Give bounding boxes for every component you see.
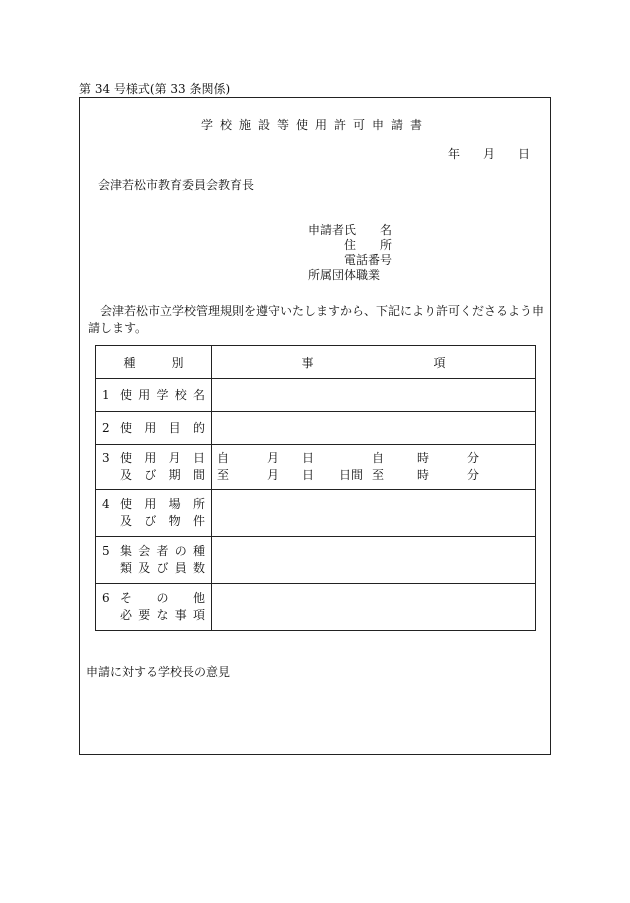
label-char: そ xyxy=(120,591,133,605)
label-char: 使 xyxy=(120,497,133,511)
table-row xyxy=(96,379,536,412)
label-char: 目 xyxy=(168,420,181,435)
label-char: 類 xyxy=(120,561,133,575)
label-char: び xyxy=(144,468,157,482)
row-number: 4 xyxy=(102,497,110,511)
attendees-field[interactable] xyxy=(212,537,536,584)
addressee: 会津若松市教育委員会教育長 xyxy=(98,178,255,192)
label-char: 間 xyxy=(192,468,205,482)
label-char: の xyxy=(174,544,187,558)
form-number: 第 34 号様式(第 33 条関係) xyxy=(79,82,231,96)
row-label-text xyxy=(120,496,211,513)
label-char: 者 xyxy=(156,544,169,558)
date-month-label: 月 xyxy=(483,147,496,161)
row-label-location xyxy=(96,490,212,537)
applicant-affiliation-label: 所属団体職業 xyxy=(308,268,381,282)
label-char: 必 xyxy=(120,608,133,622)
row-label-other xyxy=(96,584,212,631)
row-label-text xyxy=(120,420,211,437)
row-number: 3 xyxy=(102,451,110,465)
label-char: 他 xyxy=(192,591,205,605)
label-char: 項 xyxy=(192,608,205,622)
row-number: 5 xyxy=(102,544,110,558)
label-char: 名 xyxy=(192,387,205,402)
label-char: 種 xyxy=(192,544,205,558)
table-header-row xyxy=(96,346,536,379)
label-char: び xyxy=(144,514,157,528)
table-row xyxy=(96,537,536,584)
label-char: 月 xyxy=(168,451,181,465)
label-char: 物 xyxy=(168,514,181,528)
label-char: 及 xyxy=(120,514,133,528)
from-hour-label: 時 xyxy=(417,451,430,465)
application-statement: 会津若松市立学校管理規則を遵守いたしますから、下記により許可くださるよう申請します。 xyxy=(88,304,545,335)
table-row xyxy=(96,490,536,537)
row-number: 1 xyxy=(102,387,110,402)
row-number: 2 xyxy=(102,420,110,435)
from-time-label: 自 xyxy=(372,451,385,465)
principal-opinion-label: 申請に対する学校長の意見 xyxy=(86,665,231,679)
date-from-line xyxy=(217,450,535,467)
label-char: な xyxy=(156,608,169,622)
table-row xyxy=(96,584,536,631)
label-char: 使 xyxy=(120,451,133,465)
row-label-text xyxy=(120,560,211,577)
to-time-label: 至 xyxy=(372,468,385,482)
row-label-attendees xyxy=(96,537,212,584)
label-char: 要 xyxy=(138,608,151,622)
label-char: 場 xyxy=(168,497,181,511)
from-label: 自 xyxy=(217,451,230,465)
applicant-phone-label: 電話番号 xyxy=(344,253,393,267)
label-char: 用 xyxy=(144,420,157,435)
to-day-label: 日 xyxy=(302,468,315,482)
form-title: 学校施設等使用許可申請書 xyxy=(200,118,429,132)
label-char: 数 xyxy=(192,561,205,575)
applicant-address-label: 住 所 xyxy=(344,238,393,252)
label-char: び xyxy=(156,561,169,575)
row-label-text xyxy=(120,590,211,607)
table-row xyxy=(96,412,536,445)
table-row xyxy=(96,445,536,490)
from-month-label: 月 xyxy=(267,451,280,465)
label-char: 及 xyxy=(120,468,133,482)
purpose-field[interactable] xyxy=(212,412,536,445)
to-hour-label: 時 xyxy=(417,468,430,482)
label-char: 所 xyxy=(192,497,205,511)
row-label-school xyxy=(96,379,212,412)
label-char: 員 xyxy=(174,561,187,575)
header-category: 種 別 xyxy=(96,346,212,379)
label-char: の xyxy=(156,591,169,605)
days-between-label: 日間 xyxy=(339,468,364,482)
date-day-label: 日 xyxy=(518,147,531,161)
date-year-label: 年 xyxy=(448,147,461,161)
header-details: 事 項 xyxy=(212,346,536,379)
to-month-label: 月 xyxy=(267,468,280,482)
label-char: 使 xyxy=(120,387,133,402)
label-char: 会 xyxy=(138,544,151,558)
label-char: 及 xyxy=(138,561,151,575)
label-char: 的 xyxy=(192,420,205,435)
row-label-text xyxy=(120,607,211,624)
date-to-line xyxy=(217,467,535,484)
other-field[interactable] xyxy=(212,584,536,631)
label-char: 日 xyxy=(192,451,205,465)
application-form xyxy=(79,97,551,755)
label-char: 使 xyxy=(120,420,133,435)
row-label-dates xyxy=(96,445,212,490)
applicant-name-label: 申請者氏 名 xyxy=(308,223,393,237)
row-number: 6 xyxy=(102,591,110,605)
label-char: 用 xyxy=(144,497,157,511)
row-label-text xyxy=(120,467,211,484)
row-label-text xyxy=(120,543,211,560)
label-char: 集 xyxy=(120,544,133,558)
to-label: 至 xyxy=(217,468,230,482)
from-day-label: 日 xyxy=(302,451,315,465)
to-minute-label: 分 xyxy=(467,468,480,482)
row-label-purpose xyxy=(96,412,212,445)
row-label-text xyxy=(120,387,211,404)
dates-field[interactable] xyxy=(212,445,536,490)
label-char: 校 xyxy=(174,387,187,402)
label-char: 期 xyxy=(168,468,181,482)
application-details-table xyxy=(95,345,536,631)
from-minute-label: 分 xyxy=(467,451,480,465)
label-char: 学 xyxy=(156,387,169,402)
school-name-field[interactable] xyxy=(212,379,536,412)
row-label-text xyxy=(120,450,211,467)
label-char: 用 xyxy=(138,387,151,402)
location-field[interactable] xyxy=(212,490,536,537)
label-char: 用 xyxy=(144,451,157,465)
row-label-text xyxy=(120,513,211,530)
label-char: 件 xyxy=(192,514,205,528)
label-char: 事 xyxy=(174,608,187,622)
